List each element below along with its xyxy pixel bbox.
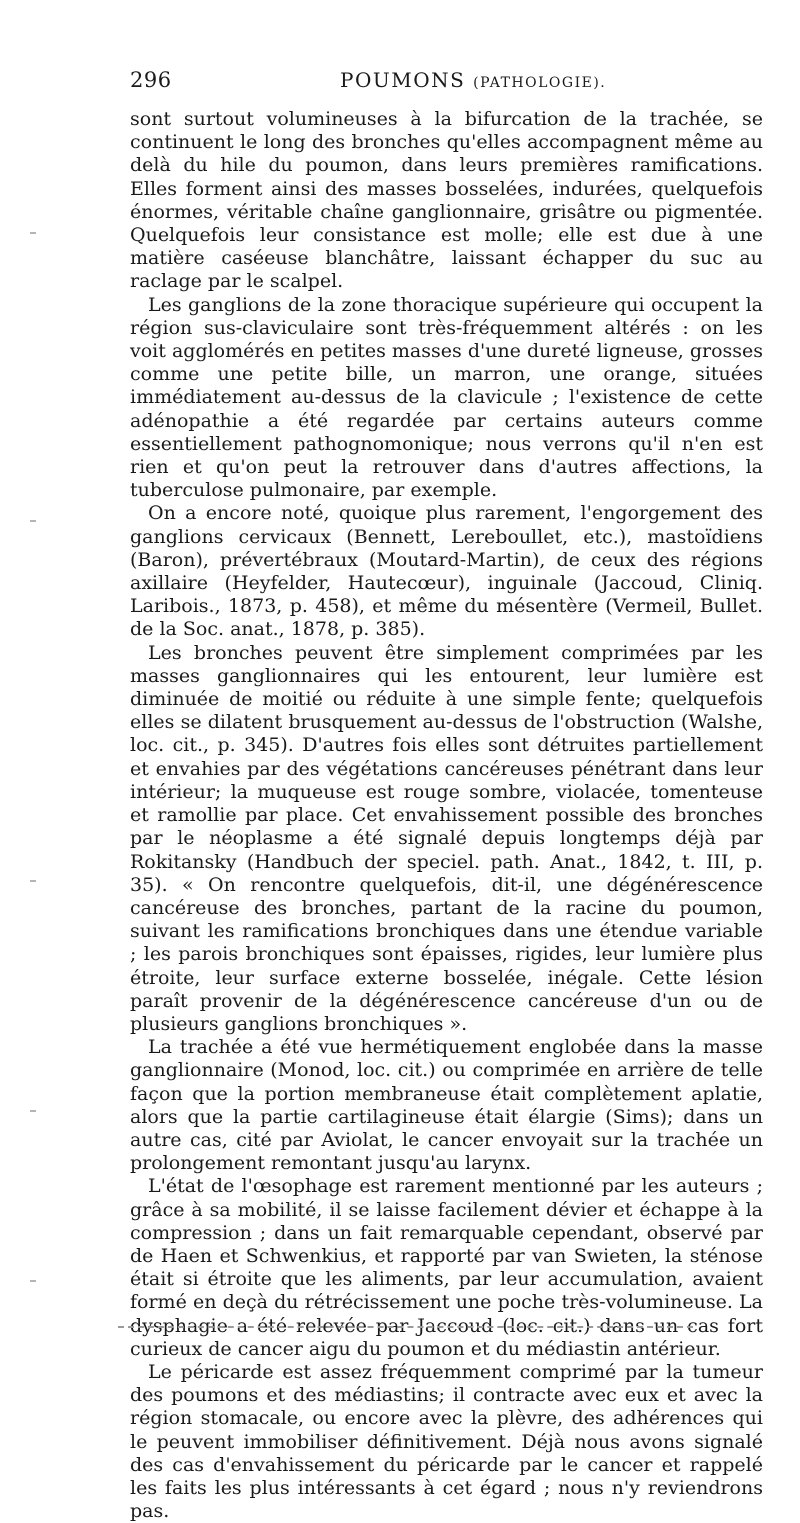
- margin-speck: [30, 1110, 36, 1112]
- paragraph: On a encore noté, quoique plus rarement, l'engorgement des ganglions cervicaux (Bennett, Lereboullet, etc.), mastoïdiens (Baron), prévertébraux (Moutard-Martin), de ceux des régions axillaire (Heyfelder, Hautecœur), inguinale (Jaccoud, Cliniq. Laribois., 1873, p. 458), et même du mésentère (Vermeil, Bullet. de la Soc. anat., 1878, p. 385).: [130, 502, 763, 641]
- paragraph: Les bronches peuvent être simplement comprimées par les masses ganglionnaires qui les entourent, leur lumière est diminuée de moitié ou réduite à une simple fente; quelquefois elles se dilatent brusquement au-dessus de l'obstruction (Walshe, loc. cit., p. 345). D'autres fois elles sont détruites partiellement et envahies par des végétations cancéreuses pénétrant dans leur intérieur; la muqueuse est rouge sombre, violacée, tomenteuse et ramollie par place. Cet envahissement possible des bronches par le néoplasme a été signalé depuis longtemps déjà par Rokitansky (Handbuch der speciel. path. Anat., 1842, t. III, p. 35). « On rencontre quelquefois, dit-il, une dégénérescence cancéreuse des bronches, partant de la racine du poumon, suivant les ramifications bronchiques dans une étendue variable ; les parois bronchiques sont épaisses, rigides, leur lumière plus étroite, leur surface externe bosselée, inégale. Cette lésion paraît provenir de la dégénérescence cancéreuse d'un ou de plusieurs ganglions bronchiques ».: [130, 641, 763, 1035]
- margin-speck: [30, 232, 36, 234]
- running-title-subtitle: (PATHOLOGIE).: [473, 75, 607, 91]
- paragraph: Les ganglions de la zone thoracique supérieure qui occupent la région sus-claviculaire sont très-fréquemment altérés : on les voit agglomérés en petites masses d'une dureté ligneuse, grosses comme une petite bille, un marron, une orange, situées immédiatement au-dessus de la clavicule ; l'existence de cette adénopathie a été regardée par certains auteurs comme essentiellement pathognomonique; nous verrons qu'il n'en est rien et qu'on peut la retrouver dans d'autres affections, la tuberculose pulmonaire, par exemple.: [130, 293, 763, 502]
- page-number: 296: [130, 68, 172, 92]
- body-text: [130, 108, 763, 1523]
- paragraph: La trachée a été vue hermétiquement englobée dans la masse ganglionnaire (Monod, loc. cit.) ou comprimée en arrière de telle façon que la portion membraneuse était complètement aplatie, alors que la partie cartilagineuse était élargie (Sims); dans un autre cas, cité par Aviolat, le cancer envoyait sur la trachée un prolongement remontant jusqu'au larynx.: [130, 1036, 763, 1175]
- margin-speck: [30, 520, 36, 522]
- running-title-main: POUMONS: [340, 68, 466, 92]
- footer-rule: [118, 1326, 693, 1328]
- margin-speck: [30, 880, 36, 882]
- paragraph: L'état de l'œsophage est rarement mentionné par les auteurs ; grâce à sa mobilité, il se laisse facilement dévier et échappe à la compression ; dans un fait remarquable cependant, observé par de Haen et Schwenkius, et rapporté par van Swieten, la sténose était si étroite que les aliments, par leur accumulation, avaient formé en deçà du rétrécissement une poche très-volumineuse. La dysphagie a été relevée par Jaccoud (loc. cit.) dans un cas fort curieux de cancer aigu du poumon et du médiastin antérieur.: [130, 1175, 763, 1360]
- margin-speck: [30, 1280, 36, 1282]
- paragraph: Le péricarde est assez fréquemment comprimé par la tumeur des poumons et des médiastins; il contracte avec eux et avec la région stomacale, ou encore avec la plèvre, des adhérences qui le peuvent immobiliser définitivement. Déjà nous avons signalé des cas d'envahissement du péricarde par le cancer et rappelé les faits les plus intéressants à cet égard ; nous n'y reviendrons pas.: [130, 1360, 763, 1523]
- paragraph: sont surtout volumineuses à la bifurcation de la trachée, se continuent le long des bronches qu'elles accompagnent même au delà du hile du poumon, dans leurs premières ramifications. Elles forment ainsi des masses bosselées, indurées, quelquefois énormes, véritable chaîne ganglionnaire, grisâtre ou pigmentée. Quelquefois leur consistance est molle; elle est due à une matière caséeuse blanchâtre, laissant échapper du suc au raclage par le scalpel.: [130, 108, 763, 293]
- running-title: [340, 68, 606, 92]
- running-header: [0, 60, 800, 100]
